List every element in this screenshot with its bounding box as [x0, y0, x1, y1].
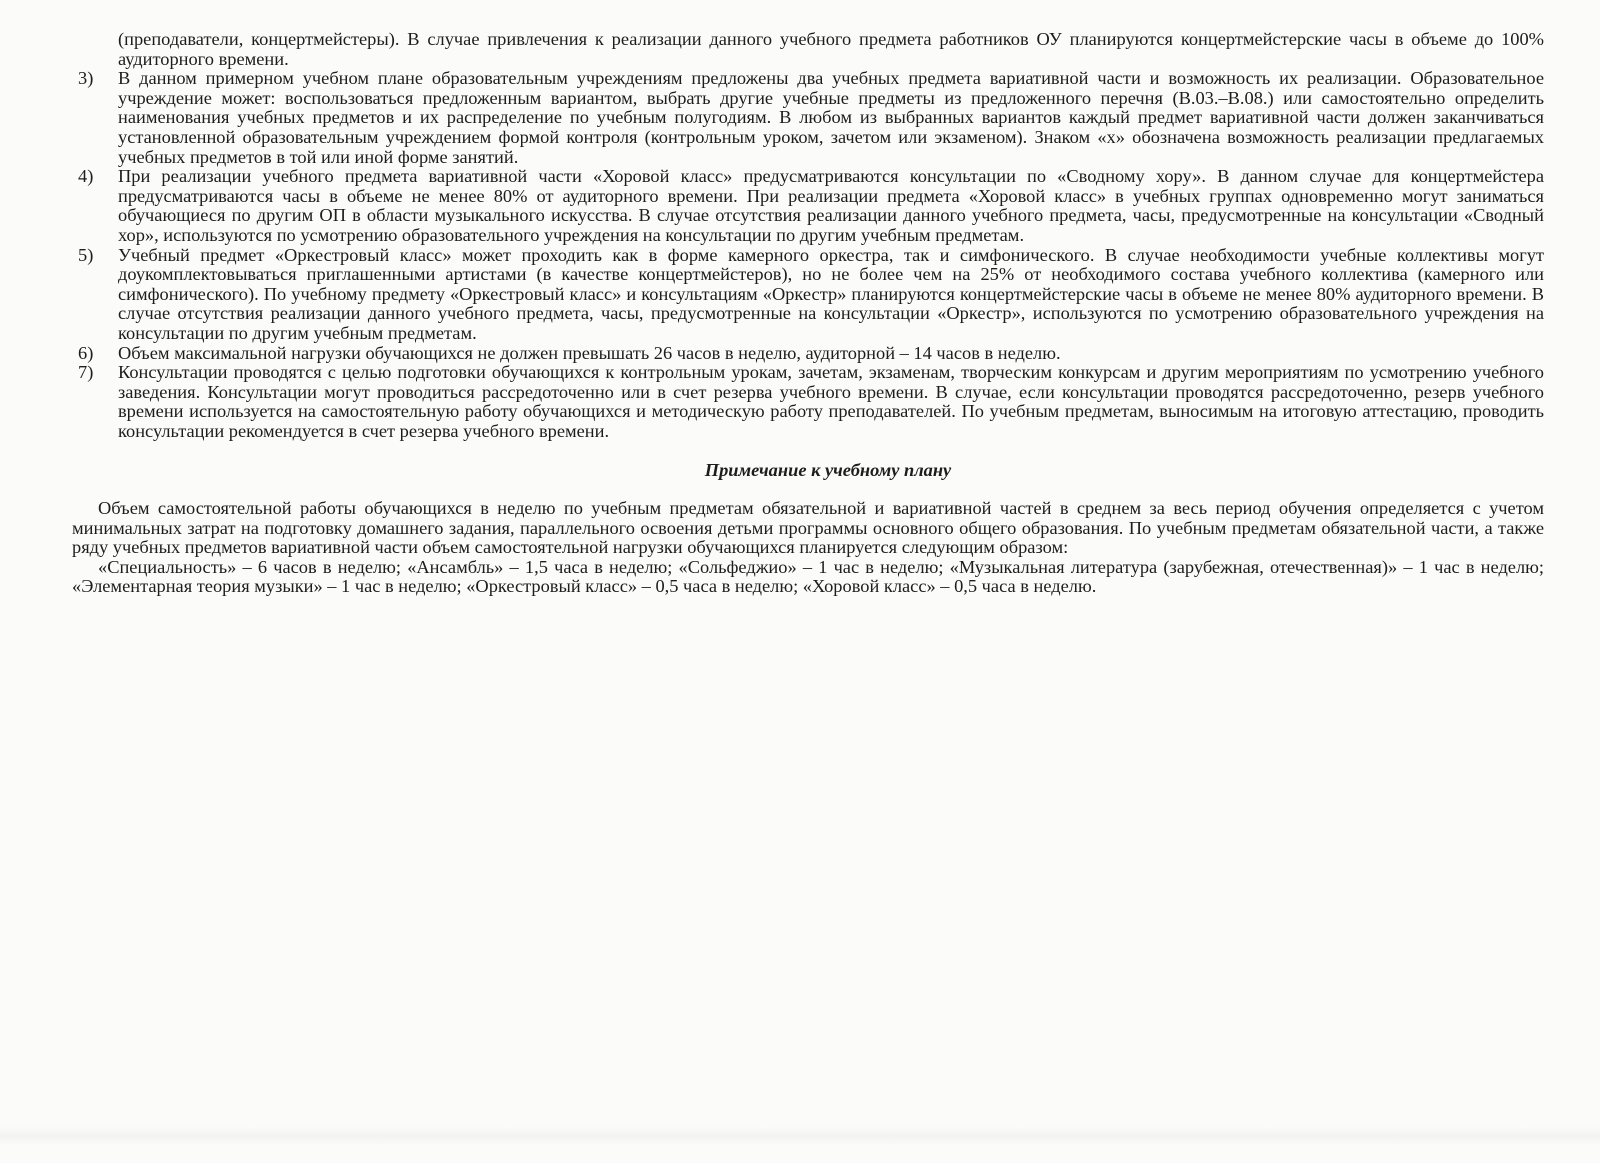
item-text: Консультации проводятся с целью подготовки обучающихся к контрольным урокам, зачетам, экзаменам, творческим конкурсам и другим мероприятиям по усмотрению учебного заведения. Консультации могут проводиться рассредоточенно или в счет резерва учебного времени. В случае, если консультации проводятся рассредоточенно, резерв учебного времени используется на самостоятельную работу обучающихся и методическую работу преподавателей. По учебным предметам, выносимым на итоговую аттестацию, проводить консультации рекомендуется в счет резерва учебного времени.	[118, 362, 1544, 441]
item-number: 3)	[78, 68, 94, 89]
list-item	[72, 167, 1544, 245]
item-text: В данном примерном учебном плане образовательным учреждениям предложены два учебных предмета вариативной части и возможность их реализации. Образовательное учреждение может: воспользоваться предложенным вариантом, выбрать другие учебные предметы из предложенного перечня (В.03.–В.08.) или самостоятельно определить наименования учебных предметов и их распределение по учебным полугодиям. В любом из выбранных вариантов каждый предмет вариативной части должен заканчиваться установленной образовательным учреждением формой контроля (контрольным уроком, зачетом или экзаменом). Знаком «х» обозначена возможность реализации предлагаемых учебных предметов в той или иной форме занятий.	[118, 68, 1544, 167]
note-paragraph: Объем самостоятельной работы обучающихся в неделю по учебным предметам обязательной и вариативной частей в среднем за весь период обучения определяется с учетом минимальных затрат на подготовку домашнего задания, параллельного освоения детьми программы основного общего образования. По учебным предметам обязательной части, а также ряду учебных предметов вариативной части объем самостоятельной нагрузки обучающихся планируется следующим образом:	[72, 498, 1544, 558]
item-number: 4)	[78, 166, 94, 187]
item-text: Учебный предмет «Оркестровый класс» может проходить как в форме камерного оркестра, так и симфонического. В случае необходимости учебные коллективы могут доукомплектовываться приглашенными артистами (в качестве концертмейстеров), но не более чем на 25% от необходимого состава учебного коллектива (камерного или симфонического). По учебному предмету «Оркестровый класс» и консультациям «Оркестр» планируются концертмейстерские часы в объеме не менее 80% аудиторного времени. В случае отсутствия реализации данного учебного предмета, часы, предусмотренные на консультации «Оркестр», используются по усмотрению образовательного учреждения на консультации по другим учебным предметам.	[118, 244, 1544, 343]
list-item	[72, 344, 1544, 364]
document-body	[72, 30, 1544, 597]
list-item	[72, 363, 1544, 441]
item-text: При реализации учебного предмета вариативной части «Хоровой класс» предусматриваются консультации по «Сводному хору». В данном случае для концертмейстера предусматриваются часы в объеме не менее 80% от аудиторного времени. При реализации предмета «Хоровой класс» в учебных группах одновременно могут заниматься обучающиеся по другим ОП в области музыкального искусства. В случае отсутствия реализации данного учебного предмета, часы, предусмотренные на консультации «Сводный хор», используются по усмотрению образовательного учреждения на консультации по другим учебным предметам.	[118, 166, 1544, 245]
item-number: 5)	[78, 244, 94, 265]
list-item	[72, 69, 1544, 167]
list-item	[72, 246, 1544, 344]
scan-artifact-edge	[0, 1126, 1600, 1146]
numbered-notes-list	[72, 69, 1544, 441]
note-paragraph-hours: «Специальность» – 6 часов в неделю; «Ансамбль» – 1,5 часа в неделю; «Сольфеджио» – 1 час в неделю; «Музыкальная литература (зарубежная, отечественная)» – 1 час в неделю; «Элементарная теория музыки» – 1 час в неделю; «Оркестровый класс» – 0,5 часа в неделю; «Хоровой класс» – 0,5 часа в неделю.	[72, 556, 1544, 597]
item-text: Объем максимальной нагрузки обучающихся не должен превышать 26 часов в неделю, аудиторной – 14 часов в неделю.	[118, 342, 1061, 363]
item-number: 6)	[78, 342, 94, 363]
item-number: 7)	[78, 362, 94, 383]
note-heading: Примечание к учебному плану	[704, 460, 952, 481]
continuation-paragraph: (преподаватели, концертмейстеры). В случае привлечения к реализации данного учебного предмета работников ОУ планируются концертмейстерские часы в объеме до 100% аудиторного времени.	[118, 29, 1544, 69]
